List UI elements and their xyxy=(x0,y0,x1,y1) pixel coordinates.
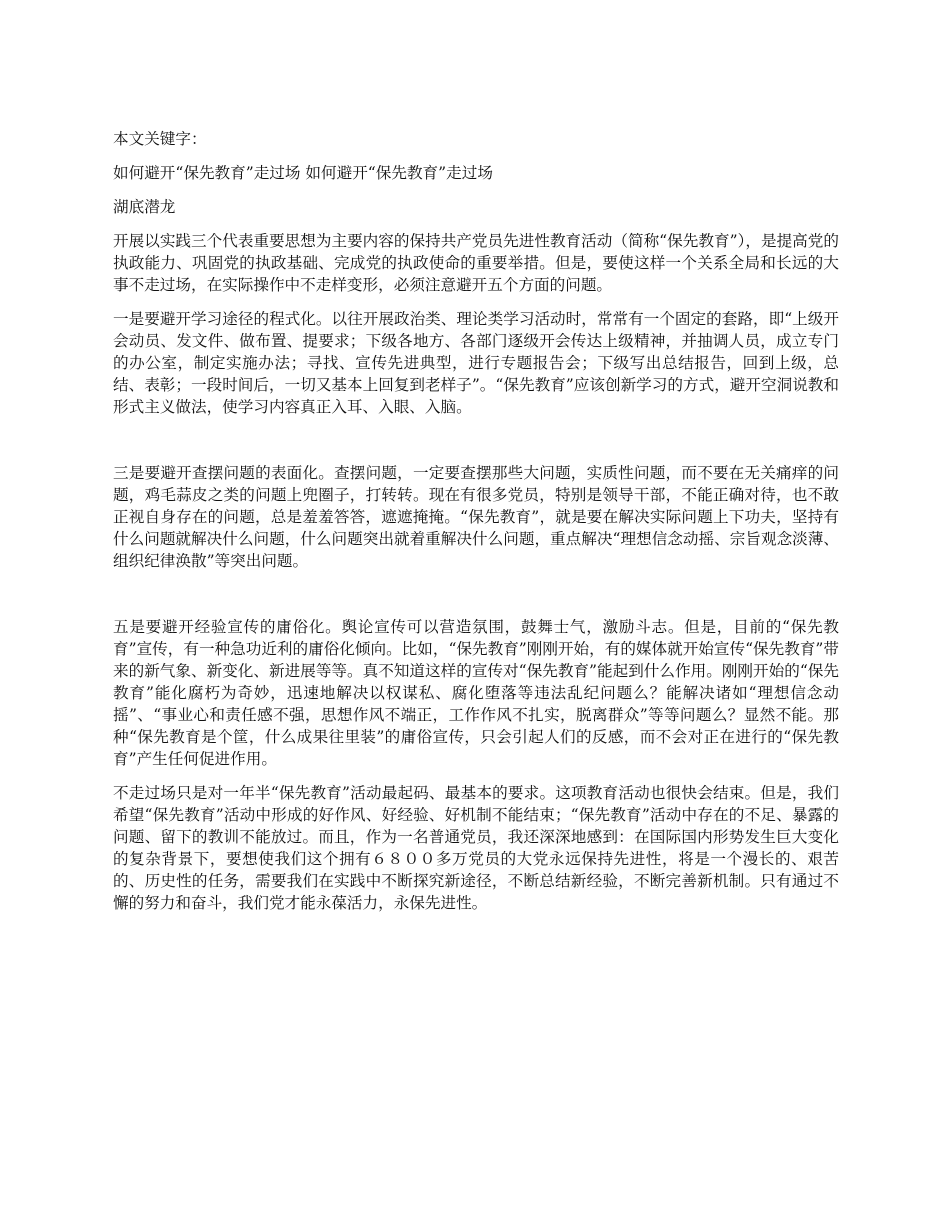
author-name: 湖底潜龙 xyxy=(113,198,176,216)
paragraph-conclusion: 不走过场只是对一年半“保先教育”活动最起码、最基本的要求。这项教育活动也很快会结束。但是，我们希望“保先教育”活动中形成的好作风、好经验、好机制不能结束；“保先教育”活动中存在的不足、暴露的问题、留下的教训不能放过。而且，作为一名普通党员，我还深深地感到：在国际国内形势发生巨大变化的复杂背景下，要想使我们这个拥有６８００多万党员的大党永远保持先进性，将是一个漫长的、艰苦的、历史性的任务，需要我们在实践中不断探究新途径，不断总结新经验，不断完善新机制。只有通过不懈的努力和奋斗，我们党才能永葆活力，永保先进性。 xyxy=(113,784,839,912)
document-body xyxy=(113,128,839,926)
blank-gap xyxy=(113,430,839,462)
paragraph-point-three: 三是要避开查摆问题的表面化。查摆问题，一定要查摆那些大问题，实质性问题，而不要在无关痛痒的问题，鸡毛蒜皮之类的问题上兜圈子，打转转。现在有很多党员，特别是领导干部，不能正确对待，也不敢正视自身存在的问题，总是羞羞答答，遮遮掩掩。“保先教育”，就是要在解决实际问题上下功夫，坚持有什么问题就解决什么问题，什么问题突出就着重解决什么问题，重点解决“理想信念动摇、宗旨观念淡薄、组织纪律涣散”等突出问题。 xyxy=(113,464,839,570)
paragraph-point-five: 五是要避开经验宣传的庸俗化。舆论宣传可以营造氛围，鼓舞士气，激励斗志。但是，目前的“保先教育”宣传，有一种急功近利的庸俗化倾向。比如，“保先教育”刚刚开始，有的媒体就开始宣传“保先教育”带来的新气象、新变化、新进展等等。真不知道这样的宣传对“保先教育”能起到什么作用。刚刚开始的“保先教育”能化腐朽为奇妙，迅速地解决以权谋私、腐化堕落等违法乱纪问题么？能解决诸如“理想信念动摇”、“事业心和责任感不强，思想作风不端正，工作作风不扎实，脱离群众”等等问题么？显然不能。那种“保先教育是个筐，什么成果往里装”的庸俗宣传，只会引起人们的反感，而不会对正在进行的“保先教育”产生任何促进作用。 xyxy=(113,618,839,768)
paragraph-point-one: 一是要避开学习途径的程式化。以往开展政治类、理论类学习活动时，常常有一个固定的套路，即“上级开会动员、发文件、做布置、提要求；下级各地方、各部门逐级开会传达上级精神，并抽调人员，成立专门的办公室，制定实施办法；寻找、宣传先进典型，进行专题报告会；下级写出总结报告，回到上级，总结、表彰；一段时间后，一切又基本上回复到老样子”。“保先教育”应该创新学习的方式，避开空洞说教和形式主义做法，使学习内容真正入耳、入眼、入脑。 xyxy=(113,310,839,416)
document-title: 如何避开“保先教育”走过场 如何避开“保先教育”走过场 xyxy=(113,164,493,182)
keywords-label: 本文关键字： xyxy=(113,130,207,148)
paragraph-intro: 开展以实践三个代表重要思想为主要内容的保持共产党员先进性教育活动（简称“保先教育”），是提高党的执政能力、巩固党的执政基础、完成党的执政使命的重要举措。但是，要使这样一个关系全局和长远的大事不走过场，在实际操作中不走样变形，必须注意避开五个方面的问题。 xyxy=(113,232,839,294)
blank-gap xyxy=(113,584,839,616)
